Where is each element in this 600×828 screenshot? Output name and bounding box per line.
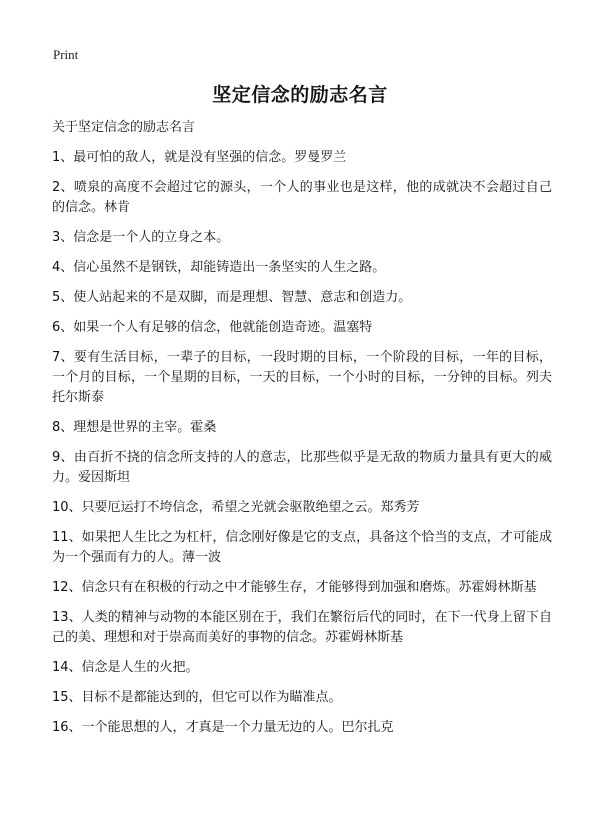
quote-item: 14、信念是人生的火把。 xyxy=(52,660,199,675)
page-title: 坚定信念的励志名言 xyxy=(212,84,388,106)
quote-item: 5、使人站起来的不是双脚，而是理想、智慧、意志和创造力。 xyxy=(52,290,412,305)
quote-item: 12、信念只有在积极的行动之中才能够生存，才能够得到加强和磨炼。苏霍姆林斯基 xyxy=(52,580,537,595)
quote-item: 10、只要厄运打不垮信念，希望之光就会驱散绝望之云。郑秀芳 xyxy=(52,500,420,515)
print-link[interactable]: Print xyxy=(53,47,79,62)
quote-item: 2、喷泉的高度不会超过它的源头，一个人的事业也是这样，他的成就决不会超过自己的信念。林肯 xyxy=(52,180,552,215)
quote-item: 3、信念是一个人的立身之本。 xyxy=(52,230,230,245)
article-subtitle: 关于坚定信念的励志名言 xyxy=(52,120,196,135)
quote-item: 15、目标不是都能达到的，但它可以作为瞄准点。 xyxy=(52,690,342,705)
quote-item: 16、一个能思想的人，才真是一个力量无边的人。巴尔扎克 xyxy=(52,720,394,735)
quote-item: 13、人类的精神与动物的本能区别在于，我们在繁衍后代的同时，在下一代身上留下自己的美、理想和对于崇高而美好的事物的信念。苏霍姆林斯基 xyxy=(52,610,552,645)
quote-item: 7、要有生活目标，一辈子的目标，一段时期的目标，一个阶段的目标，一年的目标，一个月的目标，一个星期的目标，一天的目标，一个小时的目标，一分钟的目标。列夫托尔斯泰 xyxy=(52,350,552,405)
quote-item: 6、如果一个人有足够的信念，他就能创造奇迹。温塞特 xyxy=(52,320,373,335)
quote-item: 1、最可怕的敌人，就是没有坚强的信念。罗曼罗兰 xyxy=(52,150,347,165)
quote-item: 9、由百折不挠的信念所支持的人的意志，比那些似乎是无敌的物质力量具有更大的威力。爱因斯坦 xyxy=(52,450,552,485)
quote-item: 11、如果把人生比之为杠杆，信念刚好像是它的支点，具备这个恰当的支点，才可能成为一个强而有力的人。薄一波 xyxy=(52,530,552,565)
quote-item: 8、理想是世界的主宰。霍桑 xyxy=(52,420,217,435)
quote-item: 4、信心虽然不是钢铁，却能铸造出一条坚实的人生之路。 xyxy=(52,260,386,275)
article-body xyxy=(52,118,552,748)
